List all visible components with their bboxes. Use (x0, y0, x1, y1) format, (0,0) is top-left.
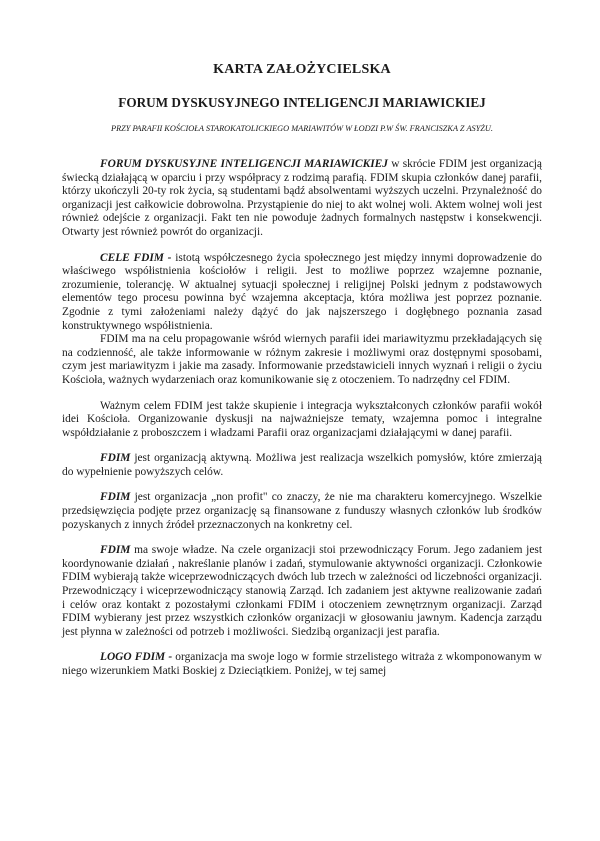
paragraph-lead: FORUM DYSKUSYJNE INTELIGENCJI MARIAWICKIEJ (100, 158, 388, 170)
paragraph-authorities (62, 544, 542, 639)
paragraph-text: w skrócie FDIM jest organizacją świecką działającą w oparciu i przy współpracy z rodzimą parafią. FDIM skupia członków danej parafii, którzy ukończyli 20-ty rok życia, są studentami bądź absolwentami wyższych uczelni. Przynależność do organizacji jest całkowicie dobrowolna. Przystąpienie do niej to akt wolnej woli. Aktem wolnej woli jest również odejście z organizacji. Fakt ten nie powoduje żadnych formalnych następstw i konsekwencji. Otwarty jest również powrót do organizacji. (62, 158, 542, 238)
paragraph-text: istotą współczesnego życia społecznego jest między innymi doprowadzenie do właściwego współistnienia kościołów i religii. Jest to możliwe poprzez wzajemne poznanie, zrozumienie, tolerancję. W aktualnej sytuacji społecznej i religijnej Polski jednym z podstawowych elementów tego procesu powinna być wzajemna akceptacja, która możliwa jest poprzez poznanie. Zgodnie z tymi założeniami należy dążyć do jak najszerszego i dogłębnego poznania zasad konstruktywnego współistnienia. (62, 251, 542, 332)
paragraph-integration (62, 400, 542, 441)
paragraph-text: jest organizacja „non profit" co znaczy, że nie ma charakteru komercyjnego. Wszelkie przedsięwzięcia podjęte przez organizację są finansowane z funduszy własnych członków lub środków pozyskanych z innych źródeł przeznaczonych na konkretny cel. (62, 491, 542, 531)
document-subtitle: FORUM DYSKUSYJNEGO INTELIGENCJI MARIAWICKIEJ (118, 95, 486, 110)
paragraph-propagation (62, 333, 542, 387)
paragraph-lead: CELE FDIM - (100, 251, 172, 264)
paragraph-goals (62, 252, 542, 334)
paragraph-lead: FDIM (100, 491, 131, 504)
paragraph-logo (62, 651, 542, 678)
paragraph-text: jest organizacją aktywną. Możliwa jest realizacja wszelkich pomysłów, które zmierzają do wypełnienie powyższych celów. (62, 452, 542, 478)
paragraph-text: Ważnym celem FDIM jest także skupienie i integracja wykształconych członków parafii wokół idei Kościoła. Organizowanie dyskusji na najważniejsze tematy, wzajemna pomoc i integralne współdziałanie z proboszczem i władzami Parafii oraz organizacjami działającymi w danej parafii. (62, 399, 542, 439)
paragraph-lead: FDIM (100, 544, 131, 557)
paragraph-lead: FDIM (100, 452, 131, 465)
paragraph-text: organizacja ma swoje logo w formie strzelistego witraża z wkomponowanym w niego wizerunkiem Matki Boskiej z Dzieciątkiem. Poniżej, w tej samej (62, 651, 542, 677)
paragraph-lead: LOGO FDIM - (100, 651, 173, 664)
document-body (62, 158, 542, 679)
document-note: PRZY PARAFII KOŚCIOŁA STAROKATOLICKIEGO MARIAWITÓW W ŁODZI P.W ŚW. FRANCISZKA Z ASYŻU. (111, 124, 493, 133)
paragraph-text: ma swoje władze. Na czele organizacji stoi przewodniczący Forum. Jego zadaniem jest koordynowanie działań , nakreślanie planów i zadań, stymulowanie aktywności organizacji. Członkowie FDIM wybierają także wiceprzewodniczących dwóch lub trzech w zależności od liczebności organizacji. Przewodniczący i wiceprzewodniczący stanowią Zarząd. Ich zadaniem jest aktywne realizowanie zadań i celów oraz kontakt z pozostałymi członkami FDIM i otoczeniem zewnętrznym organizacji. Zarząd FDIM wybierany jest przez wszystkich członków organizacji w głosowaniu jawnym. Kadencja zarządu jest płynna w zależności od potrzeb i możliwości. Siedzibą organizacji jest parafia. (62, 544, 542, 638)
paragraph-non-profit (62, 491, 542, 532)
paragraph-text: FDIM ma na celu propagowanie wśród wiernych parafii idei mariawityzmu przekładających się na codzienność, ale także informowanie w różnym zakresie i możliwymi oraz dostępnymi sposobami, czym jest mariawityzm i jakie ma zasady. Informowanie przedstawicieli innych wyznań i religii o życiu Kościoła, ważnych wydarzeniach oraz komunikowanie się z otoczeniem. To nadrzędny cel FDIM. (62, 333, 542, 386)
paragraph-intro (62, 158, 542, 240)
paragraph-active (62, 452, 542, 479)
document-title: KARTA ZAŁOŻYCIELSKA (213, 62, 391, 77)
